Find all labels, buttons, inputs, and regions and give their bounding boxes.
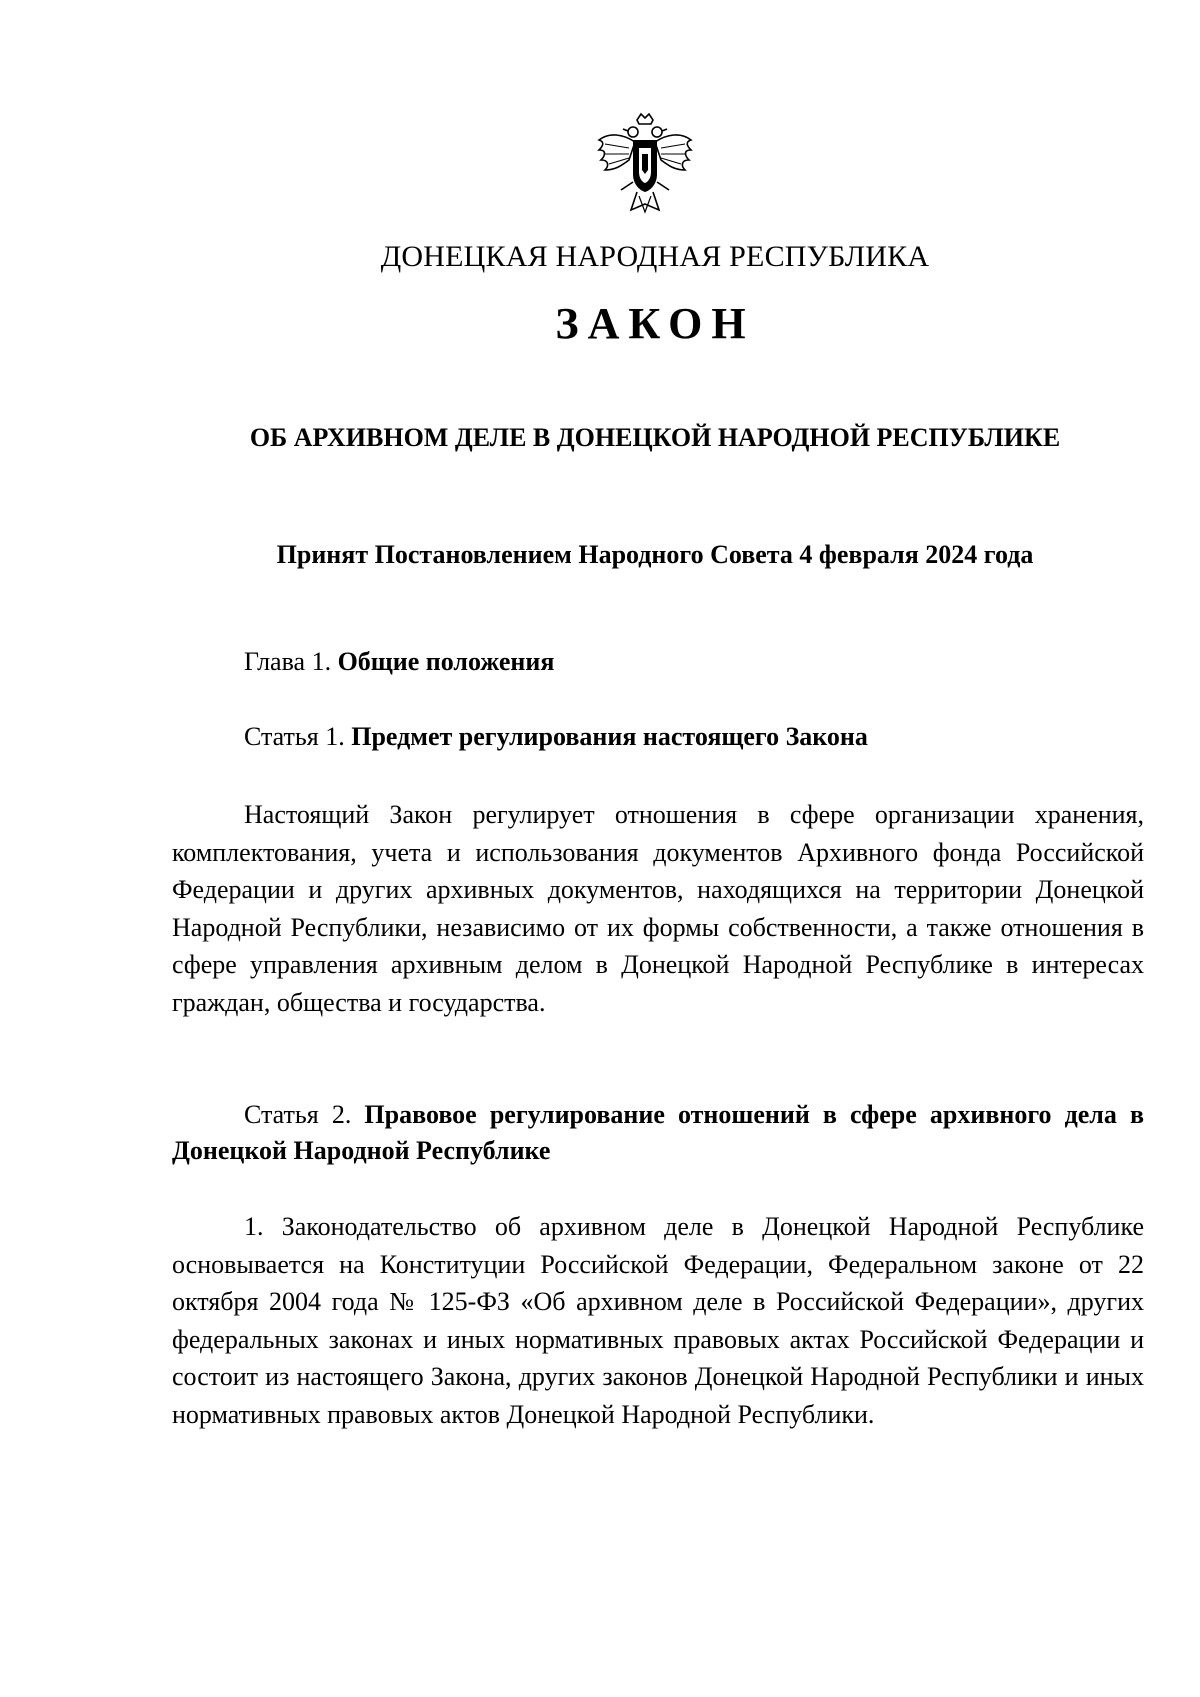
article-title: Предмет регулирования настоящего Закона: [351, 722, 868, 751]
article-1-heading: [244, 722, 868, 752]
article-label: Статья 2.: [244, 1100, 352, 1129]
article-2-heading: [172, 1097, 1144, 1169]
adoption-note: Принят Постановлением Народного Совета 4 февраля 2024 года: [276, 540, 1034, 569]
document-type: ЗАКОН: [555, 299, 755, 348]
article-label: Статья 1.: [244, 722, 345, 751]
article-title: Правовое регулирование отношений в сфере архивного дела в Донецкой Народной Республике: [172, 1100, 1144, 1165]
republic-name: ДОНЕЦКАЯ НАРОДНАЯ РЕСПУБЛИКА: [380, 240, 930, 273]
chapter-title: Общие положения: [337, 647, 555, 676]
chapter-label: Глава 1.: [244, 647, 332, 676]
article-2-text: 1. Законодательство об архивном деле в Донецкой Народной Республике основывается на Конституции Российской Федерации, Федеральном законе от 22 октября 2004 года № 125-ФЗ «Об архивном деле в Российской Федерации», других федеральных законах и иных нормативных правовых актах Российской Федерации и состоит из настоящего Закона, других законов Донецкой Народной Республики и иных нормативных правовых актов Донецкой Народной Республики.: [172, 1212, 1144, 1429]
law-title: ОБ АРХИВНОМ ДЕЛЕ В ДОНЕЦКОЙ НАРОДНОЙ РЕСПУБЛИКЕ: [249, 423, 1061, 452]
coat-of-arms-icon: [595, 112, 695, 217]
article-1-text: Настоящий Закон регулирует отношения в сфере организации хранения, комплектования, учета и использования документов Архивного фонда Российской Федерации и других архивных документов, находящихся на территории Донецкой Народной Республики, независимо от их формы собственности, а также отношения в сфере управления архивным делом в Донецкой Народной Республике в интересах граждан, общества и государства.: [172, 800, 1144, 1017]
chapter-1-heading: [244, 647, 554, 677]
